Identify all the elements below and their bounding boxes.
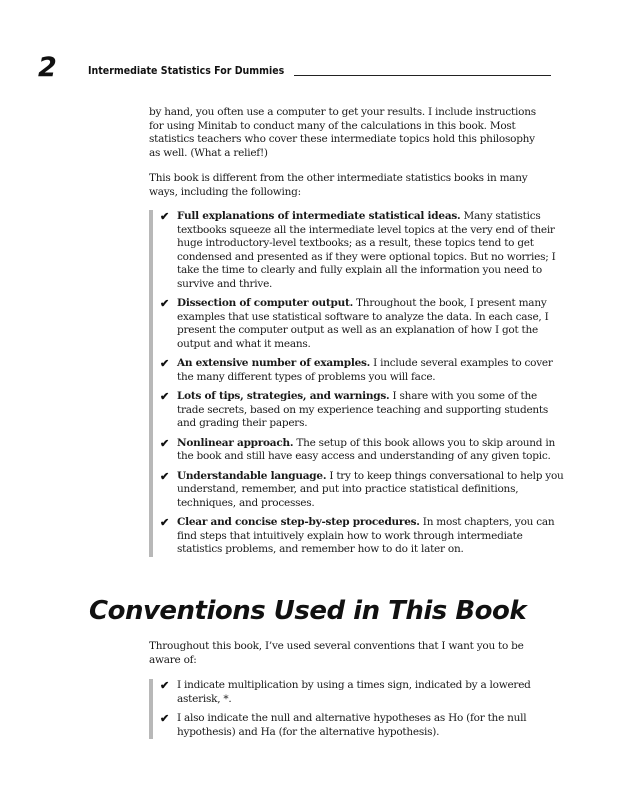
item-text: I also indicate the null and alternative hypotheses as Ho (for the null hypothesis) and Ha (for the alternative hypothesis).: [177, 712, 527, 738]
checkmark-bullet-icon: ✔: [160, 436, 169, 450]
checkmark-bullet-icon: ✔: [160, 469, 169, 483]
running-title: Intermediate Statistics For Dummies: [88, 64, 285, 77]
list-item: [160, 437, 564, 464]
paragraph-text: Throughout this book, I’ve used several conventions that I want you to be aware of:: [149, 640, 524, 666]
list-item: [160, 357, 564, 384]
checkmark-bullet-icon: ✔: [160, 679, 169, 692]
item-text: I try to keep things conversational to help you understand, remember, and put into practice statistical definitions, techniques, and processes.: [177, 469, 564, 509]
item-text: I share with you some of the trade secrets, based on my experience teaching and supporting students and grading their papers.: [177, 390, 549, 429]
checkmark-bullet-icon: ✔: [160, 297, 169, 310]
body-paragraph: [149, 640, 549, 667]
body-paragraph: [149, 106, 549, 160]
page-number: 2: [38, 52, 57, 83]
item-lead: Clear and concise step-by-step procedures.: [177, 516, 420, 528]
conventions-list: [149, 679, 564, 739]
list-item: [160, 679, 564, 706]
paragraph-text: by hand, you often use a computer to get your results. I include instructions for using Minitab to conduct many of the calculations in this book. Most statistics teachers who cover these intermediate topics hold this philosophy as well. (What a relief!): [149, 106, 536, 159]
paragraph-text: This book is different from the other intermediate statistics books in many ways, including the following:: [149, 172, 528, 198]
list-item: [160, 390, 564, 431]
list-item: [160, 470, 564, 511]
item-lead: Nonlinear approach.: [177, 436, 294, 449]
checkmark-bullet-icon: ✔: [160, 390, 169, 403]
checkmark-bullet-icon: ✔: [160, 712, 169, 725]
item-lead: Understandable language.: [177, 469, 327, 482]
checkmark-bullet-icon: ✔: [160, 516, 169, 529]
feature-list: [149, 210, 564, 557]
checkmark-bullet-icon: ✔: [160, 357, 169, 370]
section-heading: Conventions Used in This Book: [89, 596, 527, 626]
list-item: [160, 210, 564, 291]
item-text: Many statistics textbooks squeeze all the intermediate level topics at the very end of their huge introductory-level textbooks; as a result, these topics tend to get condensed and presented as if they were optional topics. But no worries; I take the time to clearly and fully explain all the information you need to survive and thrive.: [177, 210, 556, 290]
item-lead: Dissection of computer output.: [177, 297, 353, 309]
checkmark-bullet-icon: ✔: [160, 210, 169, 223]
body-paragraph: [149, 172, 549, 199]
running-header: [88, 64, 551, 78]
item-text: I indicate multiplication by using a times sign, indicated by a lowered asterisk, *.: [177, 679, 531, 705]
item-text: The setup of this book allows you to skip around in the book and still have easy access and understanding of any given topic.: [177, 436, 555, 462]
list-item: [160, 712, 564, 739]
item-lead: Lots of tips, strategies, and warnings.: [177, 390, 390, 402]
item-text: Throughout the book, I present many examples that use statistical software to analyze the data. In each case, I present the computer output as well as an explanation of how I got the output and what it means.: [177, 297, 549, 350]
item-lead: Full explanations of intermediate statistical ideas.: [177, 210, 461, 222]
item-text: In most chapters, you can find steps that intuitively explain how to work through intermediate statistics problems, and remember how to do it later on.: [177, 516, 555, 555]
list-item: [160, 516, 564, 557]
list-item: [160, 297, 564, 351]
header-rule: [294, 75, 551, 76]
item-lead: An extensive number of examples.: [177, 357, 371, 369]
item-text: I include several examples to cover the many different types of problems you will face.: [177, 357, 553, 383]
